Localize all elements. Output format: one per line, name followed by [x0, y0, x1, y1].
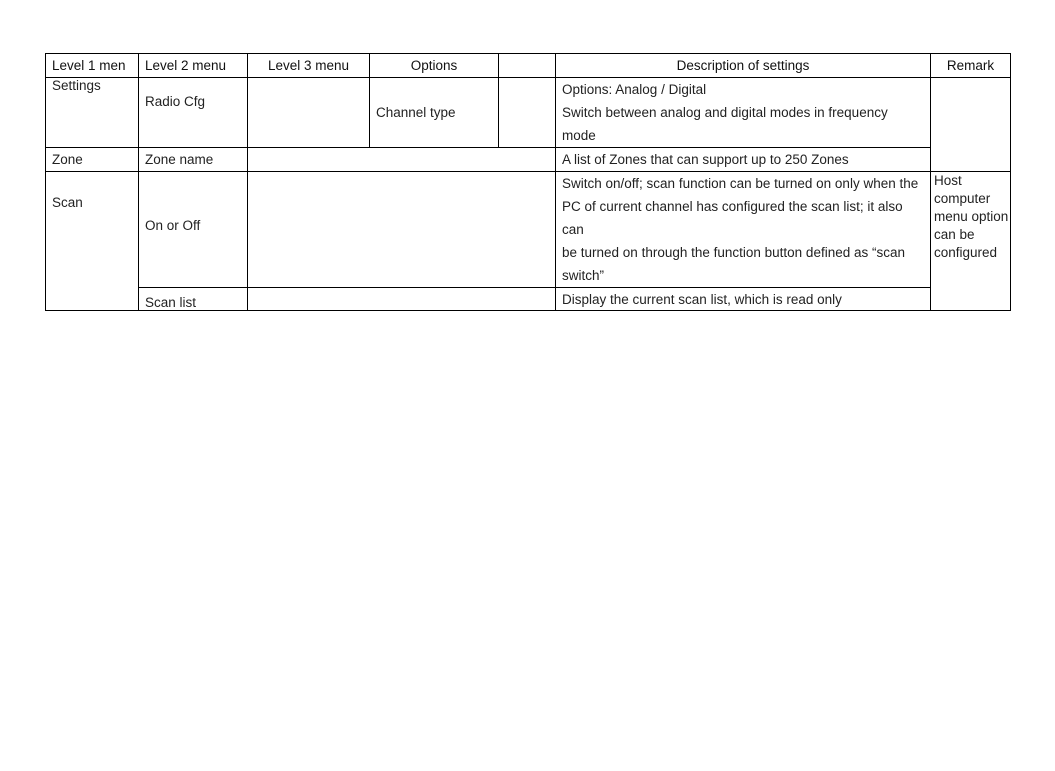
- cell-spacer: [52, 172, 132, 195]
- remark-line: computer: [934, 191, 991, 206]
- header-level-3: Level 3 menu: [248, 54, 370, 78]
- level2-cell: Zone name: [139, 148, 248, 172]
- description-line: Switch on/off; scan function can be turned on only when the: [562, 176, 919, 191]
- merged-blank-cell: [248, 288, 556, 311]
- description-line: Switch between analog and digital modes in frequency mode: [562, 105, 888, 143]
- level2-cell: [139, 172, 248, 288]
- description-line: Options: Analog / Digital: [562, 82, 707, 97]
- extra-cell: [499, 78, 556, 148]
- level1-text: Scan: [52, 195, 83, 210]
- level1-cell: [46, 172, 139, 311]
- remark-line: configured: [934, 245, 998, 260]
- remark-cell: [931, 172, 1011, 311]
- table-row: [46, 172, 1011, 288]
- table-row: [46, 148, 1011, 172]
- header-level-1: Level 1 men: [46, 54, 139, 78]
- description-line: switch”: [562, 268, 605, 283]
- level2-cell: [139, 78, 248, 148]
- description-cell: A list of Zones that can support up to 250 Zones: [556, 148, 931, 172]
- header-level-2: Level 2 menu: [139, 54, 248, 78]
- header-options: Options: [370, 54, 499, 78]
- table-row: [46, 78, 1011, 148]
- description-line: be turned on through the function button defined as “scan: [562, 245, 905, 260]
- level2-cell: Scan list: [139, 288, 248, 311]
- level3-cell: [248, 78, 370, 148]
- table-row: [46, 288, 1011, 311]
- menu-settings-table: [45, 53, 1011, 311]
- level2-text: Radio Cfg: [145, 94, 206, 109]
- level1-cell: Settings: [46, 78, 139, 148]
- cell-spacer: [145, 172, 241, 218]
- description-cell: Display the current scan list, which is read only: [556, 288, 931, 311]
- description-cell: [556, 78, 931, 148]
- description-line: PC of current channel has configured the scan list; it also can: [562, 199, 903, 237]
- header-blank: [499, 54, 556, 78]
- table-header-row: [46, 54, 1011, 78]
- cell-spacer: [145, 78, 241, 90]
- options-text: Channel type: [376, 105, 456, 120]
- options-cell: [370, 78, 499, 148]
- level1-cell: Zone: [46, 148, 139, 172]
- level2-text: On or Off: [145, 218, 201, 233]
- remark-line: menu option: [934, 209, 1009, 224]
- header-description: Description of settings: [556, 54, 931, 78]
- merged-blank-cell: [248, 172, 556, 288]
- remark-line: can be: [934, 227, 975, 242]
- merged-blank-cell: [248, 148, 556, 172]
- remark-cell-empty: [931, 78, 1011, 148]
- description-cell: [556, 172, 931, 288]
- header-remark: Remark: [931, 54, 1011, 78]
- remark-cell-empty: [931, 148, 1011, 172]
- remark-line: Host: [934, 173, 962, 188]
